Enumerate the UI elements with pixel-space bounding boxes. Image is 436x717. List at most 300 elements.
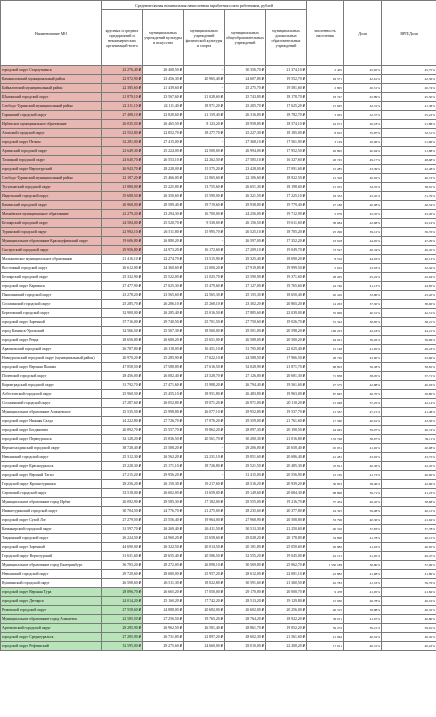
share-cell: 39,38% bbox=[344, 363, 382, 372]
municipality-name-cell: городской округ Заречный bbox=[1, 543, 102, 552]
table-row bbox=[1, 255, 436, 264]
salary-cell: 19 779,40 ₽ bbox=[266, 201, 307, 210]
salary-cell: 20 965,40 ₽ bbox=[184, 75, 225, 84]
salary-cell: 20 014,50 ₽ bbox=[184, 543, 225, 552]
salary-cell: 26 581,40 ₽ bbox=[184, 624, 225, 633]
table-row bbox=[1, 84, 436, 93]
salary-cell: 28 589,40 ₽ bbox=[143, 201, 184, 210]
share-cell: 40,52% bbox=[344, 633, 382, 642]
population-cell: 169 223 bbox=[307, 327, 344, 336]
population-cell: 18 747 bbox=[307, 93, 344, 102]
header-schools: муниципальных общеобразовательных учреждений bbox=[225, 10, 266, 66]
grp-share-cell: 40,72% bbox=[382, 174, 436, 183]
population-cell: 42 151 bbox=[307, 552, 344, 561]
salary-cell: 18 726,80 ₽ bbox=[184, 462, 225, 471]
salary-cell: 28 235,60 ₽ bbox=[225, 507, 266, 516]
salary-cell: 19 712,90 ₽ bbox=[266, 210, 307, 219]
salary-cell: 26 350,60 ₽ bbox=[143, 192, 184, 201]
share-cell: 45,65% bbox=[344, 66, 382, 75]
share-cell: 37,25% bbox=[344, 399, 382, 408]
salary-cell: 22 231,10 ₽ bbox=[184, 453, 225, 462]
table-row bbox=[1, 489, 436, 498]
salary-cell: 22 081,10 ₽ bbox=[266, 570, 307, 579]
salary-cell: 29 149,60 ₽ bbox=[225, 489, 266, 498]
grp-share-cell: 40,19% bbox=[382, 597, 436, 606]
salary-cell: 25 160,20 ₽ bbox=[143, 597, 184, 606]
population-cell: 55 906 bbox=[307, 309, 344, 318]
salary-cell: 20 865,20 ₽ bbox=[266, 300, 307, 309]
salary-cell: 29 555,00 ₽ bbox=[225, 498, 266, 507]
table-row bbox=[1, 471, 436, 480]
grp-share-cell: 21,86% bbox=[382, 138, 436, 147]
municipality-name-cell: городской округ Ревда bbox=[1, 336, 102, 345]
salary-cell: 20 190,50 ₽ bbox=[266, 426, 307, 435]
population-cell: 3 129 bbox=[307, 138, 344, 147]
municipality-name-cell: Муниципальное образование Красноуфимский округ bbox=[1, 237, 102, 246]
municipality-name-cell: Асбестовский городской округ bbox=[1, 390, 102, 399]
table-row bbox=[1, 228, 436, 237]
salary-cell: 29 010,00 ₽ bbox=[225, 642, 266, 651]
population-cell: 31 322 bbox=[307, 318, 344, 327]
salary-cell: 25 332,90 ₽ bbox=[102, 273, 143, 282]
share-cell: 40,36% bbox=[344, 462, 382, 471]
grp-share-cell: 42,04% bbox=[382, 273, 436, 282]
grp-share-cell: 42,14% bbox=[382, 399, 436, 408]
salary-cell: 24 776,70 ₽ bbox=[143, 507, 184, 516]
salary-cell: 25 466,00 ₽ bbox=[143, 174, 184, 183]
population-cell: 34 890 bbox=[307, 534, 344, 543]
salary-cell: 24 607,80 ₽ bbox=[225, 75, 266, 84]
salary-cell: 18 922,50 ₽ bbox=[266, 174, 307, 183]
share-cell: 43,35% bbox=[344, 210, 382, 219]
population-cell: 56 853 bbox=[307, 480, 344, 489]
salary-cell: 19 216,70 ₽ bbox=[266, 498, 307, 507]
salary-cell: 30 591,60 ₽ bbox=[225, 579, 266, 588]
salary-cell: 31 415,00 ₽ bbox=[225, 471, 266, 480]
population-cell: 33 796 bbox=[307, 516, 344, 525]
salary-cell: 24 888,00 ₽ bbox=[143, 606, 184, 615]
grp-share-cell: 40,23% bbox=[382, 345, 436, 354]
salary-cell: 29 325,40 ₽ bbox=[225, 255, 266, 264]
salary-cell: 19 719,60 ₽ bbox=[184, 201, 225, 210]
share-cell: 41,02% bbox=[344, 444, 382, 453]
grp-share-cell: 31,79% bbox=[382, 192, 436, 201]
salary-cell: 30 200,30 ₽ bbox=[225, 435, 266, 444]
salary-cell: 27 585,10 ₽ bbox=[225, 156, 266, 165]
salary-cell: 18 574,10 ₽ bbox=[266, 120, 307, 129]
table-row bbox=[1, 327, 436, 336]
salary-cell: 25 285,70 ₽ bbox=[102, 300, 143, 309]
table-row bbox=[1, 309, 436, 318]
salary-cell: 28 272,00 ₽ bbox=[143, 561, 184, 570]
grp-share-cell: 41,84% bbox=[382, 588, 436, 597]
salary-cell: 26 962,50 ₽ bbox=[143, 624, 184, 633]
salary-cell: 28 861,70 ₽ bbox=[225, 624, 266, 633]
share-cell: 43,00% bbox=[344, 354, 382, 363]
salary-cell: 23 456,30 ₽ bbox=[143, 75, 184, 84]
share-cell: 34,35% bbox=[344, 183, 382, 192]
share-cell: 45,89% bbox=[344, 93, 382, 102]
salary-cell: 26 892,70 ₽ bbox=[102, 426, 143, 435]
salary-cell: 24 256,00 ₽ bbox=[225, 210, 266, 219]
share-cell: 23,03% bbox=[344, 264, 382, 273]
share-cell: 35,87% bbox=[344, 129, 382, 138]
salary-cell: 28 516,20 ₽ bbox=[225, 480, 266, 489]
population-cell: 133 748 bbox=[307, 435, 344, 444]
salary-cell: 17 952,50 ₽ bbox=[266, 147, 307, 156]
salary-cell: 19 581,60 ₽ bbox=[266, 84, 307, 93]
municipality-name-cell: Слободо-Туринский муниципальный район bbox=[1, 102, 102, 111]
salary-cell: 18 922,20 ₽ bbox=[266, 615, 307, 624]
table-row bbox=[1, 102, 436, 111]
population-cell: 21 064 bbox=[307, 633, 344, 642]
population-cell: 26 895 bbox=[307, 147, 344, 156]
salary-cell: 29 740,50 ₽ bbox=[143, 318, 184, 327]
salary-cell: 27 558,60 ₽ bbox=[102, 606, 143, 615]
population-cell: 20 410 bbox=[307, 291, 344, 300]
share-cell: 39,71% bbox=[344, 489, 382, 498]
share-cell: 42,98% bbox=[344, 219, 382, 228]
salary-cell: 29 521,50 ₽ bbox=[225, 462, 266, 471]
table-row bbox=[1, 75, 436, 84]
salary-cell: 21 250,60 ₽ bbox=[266, 525, 307, 534]
salary-cell: 21 416,10 ₽ bbox=[102, 255, 143, 264]
salary-cell: 22 500,00 ₽ bbox=[184, 147, 225, 156]
share-cell: 33,86% bbox=[344, 291, 382, 300]
table-row bbox=[1, 282, 436, 291]
salary-cell: 24 660,00 ₽ bbox=[184, 642, 225, 651]
salary-cell: 20 939,20 ₽ bbox=[266, 480, 307, 489]
salary-cell: 26 511,30 ₽ bbox=[143, 579, 184, 588]
municipality-name-cell: городской округ Рефтинский bbox=[1, 642, 102, 651]
salary-cell: 22 565,30 ₽ bbox=[184, 291, 225, 300]
grp-share-cell: 43,20% bbox=[382, 291, 436, 300]
salary-cell: 16 700,00 ₽ bbox=[184, 210, 225, 219]
table-row bbox=[1, 156, 436, 165]
salary-cell: 25 155,30 ₽ bbox=[225, 291, 266, 300]
salary-cell: 32 900,00 ₽ bbox=[102, 309, 143, 318]
salary-cell: - bbox=[184, 138, 225, 147]
population-cell: 21 048 bbox=[307, 399, 344, 408]
salary-cell: 25 957,20 ₽ bbox=[184, 570, 225, 579]
salary-cell: 25 455,10 ₽ bbox=[143, 390, 184, 399]
share-cell: 40,70% bbox=[344, 390, 382, 399]
table-row bbox=[1, 372, 436, 381]
salary-cell: 17 742,20 ₽ bbox=[184, 597, 225, 606]
municipality-name-cell: Верхнесалдинский городской округ bbox=[1, 444, 102, 453]
table-row bbox=[1, 201, 436, 210]
table-row bbox=[1, 219, 436, 228]
salary-cell: 25 227,30 ₽ bbox=[225, 129, 266, 138]
salary-cell: 23 278,20 ₽ bbox=[102, 291, 143, 300]
share-cell: 39,88% bbox=[344, 606, 382, 615]
share-cell: 40,08% bbox=[344, 201, 382, 210]
salary-cell: 25 743,80 ₽ bbox=[225, 93, 266, 102]
population-cell: 12 326 bbox=[307, 174, 344, 183]
population-cell: 2 805 bbox=[307, 84, 344, 93]
salary-cell: 16 451,10 ₽ bbox=[184, 345, 225, 354]
share-cell: 43,45% bbox=[344, 192, 382, 201]
salary-cell: 29 028,20 ₽ bbox=[225, 534, 266, 543]
table-row bbox=[1, 633, 436, 642]
salary-cell: 27 415,00 ₽ bbox=[143, 138, 184, 147]
salary-cell: 13 515,90 ₽ bbox=[184, 255, 225, 264]
population-cell: 37 454 bbox=[307, 498, 344, 507]
share-cell: 41,07% bbox=[344, 615, 382, 624]
grp-share-cell: 40,32% bbox=[382, 606, 436, 615]
share-cell: 42,88% bbox=[344, 381, 382, 390]
salary-cell: 28 513,20 ₽ bbox=[225, 597, 266, 606]
population-cell: 38 084 bbox=[307, 219, 344, 228]
salary-cell: 25 567,30 ₽ bbox=[143, 327, 184, 336]
salary-cell: 25 171,10 ₽ bbox=[143, 462, 184, 471]
salary-cell: 19 765,20 ₽ bbox=[184, 615, 225, 624]
table-row bbox=[1, 561, 436, 570]
share-cell: 47,15% bbox=[344, 408, 382, 417]
salary-cell: 18 971,20 ₽ bbox=[184, 102, 225, 111]
salary-cell: 25 836,50 ₽ bbox=[143, 435, 184, 444]
grp-share-cell: 41,89% bbox=[382, 570, 436, 579]
grp-share-cell: 39,80% bbox=[382, 390, 436, 399]
table-row bbox=[1, 588, 436, 597]
share-cell: 43,02% bbox=[344, 453, 382, 462]
share-cell: 38,85% bbox=[344, 318, 382, 327]
population-cell: 27 186 bbox=[307, 201, 344, 210]
salary-cell: 18 705,20 ₽ bbox=[266, 228, 307, 237]
population-cell: 59 272 bbox=[307, 624, 344, 633]
table-row bbox=[1, 300, 436, 309]
grp-share-cell: 40,45% bbox=[382, 633, 436, 642]
grp-share-cell: 40,74% bbox=[382, 426, 436, 435]
share-cell: 40,02% bbox=[344, 174, 382, 183]
share-cell: 40,45% bbox=[344, 498, 382, 507]
population-cell: 44 945 bbox=[307, 426, 344, 435]
table-row bbox=[1, 435, 436, 444]
salary-cell: 20 556,90 ₽ bbox=[266, 471, 307, 480]
municipality-name-cell: Махнёвское муниципальное образование bbox=[1, 210, 102, 219]
grp-share-cell: 40,08% bbox=[382, 444, 436, 453]
salary-cell: 22 200,20 ₽ bbox=[266, 642, 307, 651]
salary-cell: 28 656,80 ₽ bbox=[102, 336, 143, 345]
population-cell: 67 845 bbox=[307, 390, 344, 399]
population-cell: 15 285 bbox=[307, 165, 344, 174]
grp-share-cell: 38,68% bbox=[382, 498, 436, 507]
salary-cell: 22 211,10 ₽ bbox=[102, 102, 143, 111]
salary-cell: 26 156,50 ₽ bbox=[225, 219, 266, 228]
salary-cell: 21 880,00 ₽ bbox=[102, 183, 143, 192]
salary-cell: 32 028,90 ₽ bbox=[225, 363, 266, 372]
table-body bbox=[1, 66, 436, 651]
salary-cell: 29 952,80 ₽ bbox=[225, 408, 266, 417]
municipality-name-cell: Березовский городской округ bbox=[1, 309, 102, 318]
grp-share-cell: 38,00% bbox=[382, 300, 436, 309]
salary-cell: 20 508,80 ₽ bbox=[266, 516, 307, 525]
municipality-name-cell: Тугулымский городской округ bbox=[1, 183, 102, 192]
salary-cell: 25 224,00 ₽ bbox=[143, 147, 184, 156]
salary-cell: 20 485,30 ₽ bbox=[266, 462, 307, 471]
grp-share-cell: 41,38% bbox=[382, 102, 436, 111]
municipality-name-cell: Сосьвинский городской округ bbox=[1, 399, 102, 408]
salary-cell: 24 111,40 ₽ bbox=[143, 102, 184, 111]
header-culture: муниципальных учреждений культуры и искусства bbox=[143, 10, 184, 66]
municipality-name-cell: Артемовский городской округ bbox=[1, 624, 102, 633]
salary-cell: 22 025,40 ₽ bbox=[266, 345, 307, 354]
salary-cell: 27 488,10 ₽ bbox=[102, 111, 143, 120]
share-cell: 42,18% bbox=[344, 327, 382, 336]
salary-cell: 27 588,80 ₽ bbox=[143, 363, 184, 372]
table-row bbox=[1, 354, 436, 363]
salary-cell: 27 025,30 ₽ bbox=[143, 282, 184, 291]
salary-cell: 21 360,50 ₽ bbox=[266, 579, 307, 588]
population-cell: 1 350 189 bbox=[307, 561, 344, 570]
salary-cell: 26 286,10 ₽ bbox=[143, 300, 184, 309]
table-row bbox=[1, 174, 436, 183]
table-row bbox=[1, 66, 436, 75]
salary-cell: 22 552,80 ₽ bbox=[102, 129, 143, 138]
salary-cell: 35 608,50 ₽ bbox=[102, 192, 143, 201]
grp-share-cell: 41,23% bbox=[382, 489, 436, 498]
salary-cell: 26 943,70 ₽ bbox=[102, 165, 143, 174]
salary-cell: 26 880,20 ₽ bbox=[143, 237, 184, 246]
salary-cell: 25 268,10 ₽ bbox=[184, 300, 225, 309]
salary-cell: 18 690,20 ₽ bbox=[266, 255, 307, 264]
salary-cell: 19 045,00 ₽ bbox=[266, 552, 307, 561]
salary-cell: 23 828,60 ₽ bbox=[143, 111, 184, 120]
table-row bbox=[1, 453, 436, 462]
salary-cell: 29 585,30 ₽ bbox=[143, 498, 184, 507]
salary-cell: 29 956,20 ₽ bbox=[143, 471, 184, 480]
salary-cell: 27 471,60 ₽ bbox=[143, 381, 184, 390]
share-cell: 37,50% bbox=[344, 300, 382, 309]
population-cell: 14 263 bbox=[307, 300, 344, 309]
salary-cell: 26 082,40 ₽ bbox=[143, 372, 184, 381]
population-cell: 45 051 bbox=[307, 444, 344, 453]
grp-share-cell: 40,03% bbox=[382, 381, 436, 390]
salary-cell: 31 792,70 ₽ bbox=[102, 381, 143, 390]
share-cell: 41,73% bbox=[344, 471, 382, 480]
salary-cell: 32 595,00 ₽ bbox=[102, 642, 143, 651]
salary-cell: 26 994,00 ₽ bbox=[225, 147, 266, 156]
grp-share-cell: 43,75% bbox=[382, 453, 436, 462]
grp-share-cell: 42,45% bbox=[382, 462, 436, 471]
salary-cell: 15 590,00 ₽ bbox=[184, 192, 225, 201]
salary-cell: 38 728,40 ₽ bbox=[102, 444, 143, 453]
salary-cell: 22 972,90 ₽ bbox=[102, 75, 143, 84]
salary-cell: 25 960,50 ₽ bbox=[102, 390, 143, 399]
population-cell: 8 815 bbox=[307, 129, 344, 138]
table-row bbox=[1, 336, 436, 345]
population-cell: 2 405 bbox=[307, 66, 344, 75]
share-cell: 36,80% bbox=[344, 561, 382, 570]
salary-cell: 29 720,60 ₽ bbox=[102, 570, 143, 579]
salary-cell: 33 518,00 ₽ bbox=[102, 489, 143, 498]
salary-cell: 20 000,70 ₽ bbox=[266, 588, 307, 597]
table-row bbox=[1, 111, 436, 120]
table-row bbox=[1, 273, 436, 282]
salary-cell: 25 588,20 ₽ bbox=[143, 444, 184, 453]
population-cell: 17 611 bbox=[307, 642, 344, 651]
share-cell: 39,07% bbox=[344, 426, 382, 435]
salary-cell: 24 960,20 ₽ bbox=[143, 534, 184, 543]
municipality-name-cell: Муниципальное образование город Алапаевск bbox=[1, 615, 102, 624]
salary-cell: 26 092,90 ₽ bbox=[102, 498, 143, 507]
municipality-name-cell: Пышминский городской округ bbox=[1, 291, 102, 300]
salary-cell: 26 665,20 ₽ bbox=[143, 588, 184, 597]
salary-cell: 23 294,30 ₽ bbox=[143, 210, 184, 219]
salary-cell: 26 898,10 ₽ bbox=[184, 561, 225, 570]
salary-cell: 25 225,80 ₽ bbox=[143, 183, 184, 192]
share-cell: 38,46% bbox=[344, 480, 382, 489]
population-cell: 46 315 bbox=[307, 606, 344, 615]
salary-cell: 19 026,70 ₽ bbox=[266, 318, 307, 327]
salary-cell: 44 690,00 ₽ bbox=[102, 543, 143, 552]
salary-cell: 18 198,60 ₽ bbox=[266, 183, 307, 192]
salary-cell: 24 973,20 ₽ bbox=[143, 246, 184, 255]
table-row bbox=[1, 318, 436, 327]
share-cell: 41,98% bbox=[344, 570, 382, 579]
salary-cell: 25 557,70 ₽ bbox=[143, 426, 184, 435]
municipality-name-cell: городской округ Верхотурский bbox=[1, 165, 102, 174]
population-cell: 3 925 bbox=[307, 111, 344, 120]
salary-cell: 47 858,50 ₽ bbox=[102, 363, 143, 372]
salary-cell: 29 170,00 ₽ bbox=[225, 588, 266, 597]
population-cell: 24 746 bbox=[307, 282, 344, 291]
municipality-name-cell: Сысертский городской округ bbox=[1, 246, 102, 255]
municipality-name-cell: городской округ Первоуральск bbox=[1, 435, 102, 444]
salary-cell: 19 129,80 ₽ bbox=[266, 597, 307, 606]
grp-share-cell: 43,56% bbox=[382, 417, 436, 426]
salary-cell: 22 279,20 ₽ bbox=[102, 210, 143, 219]
salary-cell: 21 439,60 ₽ bbox=[143, 84, 184, 93]
table-row bbox=[1, 426, 436, 435]
share-cell: 40,34% bbox=[344, 246, 382, 255]
municipality-name-cell: Артинский городской округ bbox=[1, 147, 102, 156]
municipality-name-cell: городской округ Верхний Тагил bbox=[1, 471, 102, 480]
grp-share-cell: 40,22% bbox=[382, 642, 436, 651]
municipality-name-cell: Восточный городской округ bbox=[1, 264, 102, 273]
salary-cell: 28 602,30 ₽ bbox=[225, 633, 266, 642]
salary-cell: 31 705,00 ₽ bbox=[225, 345, 266, 354]
salary-cell: 17 976,20 ₽ bbox=[184, 417, 225, 426]
population-cell: 98 896 bbox=[307, 489, 344, 498]
population-cell: 42 783 bbox=[307, 579, 344, 588]
population-cell: 64 021 bbox=[307, 336, 344, 345]
municipality-name-cell: Белоярский городской округ bbox=[1, 219, 102, 228]
salary-cell: 20 561,70 ₽ bbox=[184, 435, 225, 444]
share-cell: 40,61% bbox=[344, 417, 382, 426]
salary-cell: 9 530,00 ₽ bbox=[184, 219, 225, 228]
grp-share-cell: 42,56% bbox=[382, 75, 436, 84]
salary-cell: 29 501,00 ₽ bbox=[225, 327, 266, 336]
salary-cell: 22 276,40 ₽ bbox=[102, 66, 143, 75]
salary-cell: 13 755,60 ₽ bbox=[184, 183, 225, 192]
salary-cell: 19 537,70 ₽ bbox=[266, 408, 307, 417]
municipality-name-cell: городской округ Карпинск bbox=[1, 282, 102, 291]
population-cell: 24 325 bbox=[307, 507, 344, 516]
salary-cell: 28 228,00 ₽ bbox=[143, 165, 184, 174]
salary-cell: 29 359,00 ₽ bbox=[225, 417, 266, 426]
population-cell: 24 071 bbox=[307, 120, 344, 129]
salary-cell: 27 279,50 ₽ bbox=[102, 516, 143, 525]
salary-cell: 25 522,00 ₽ bbox=[143, 273, 184, 282]
population-cell: 21 915 bbox=[307, 183, 344, 192]
share-cell: 43,39% bbox=[344, 165, 382, 174]
municipality-name-cell: Городской округ Краснотурьинск bbox=[1, 480, 102, 489]
grp-share-cell: 39,61% bbox=[382, 624, 436, 633]
municipality-name-cell: Туринский городской округ bbox=[1, 228, 102, 237]
salary-cell: 19 071,20 ₽ bbox=[184, 399, 225, 408]
table-row bbox=[1, 237, 436, 246]
